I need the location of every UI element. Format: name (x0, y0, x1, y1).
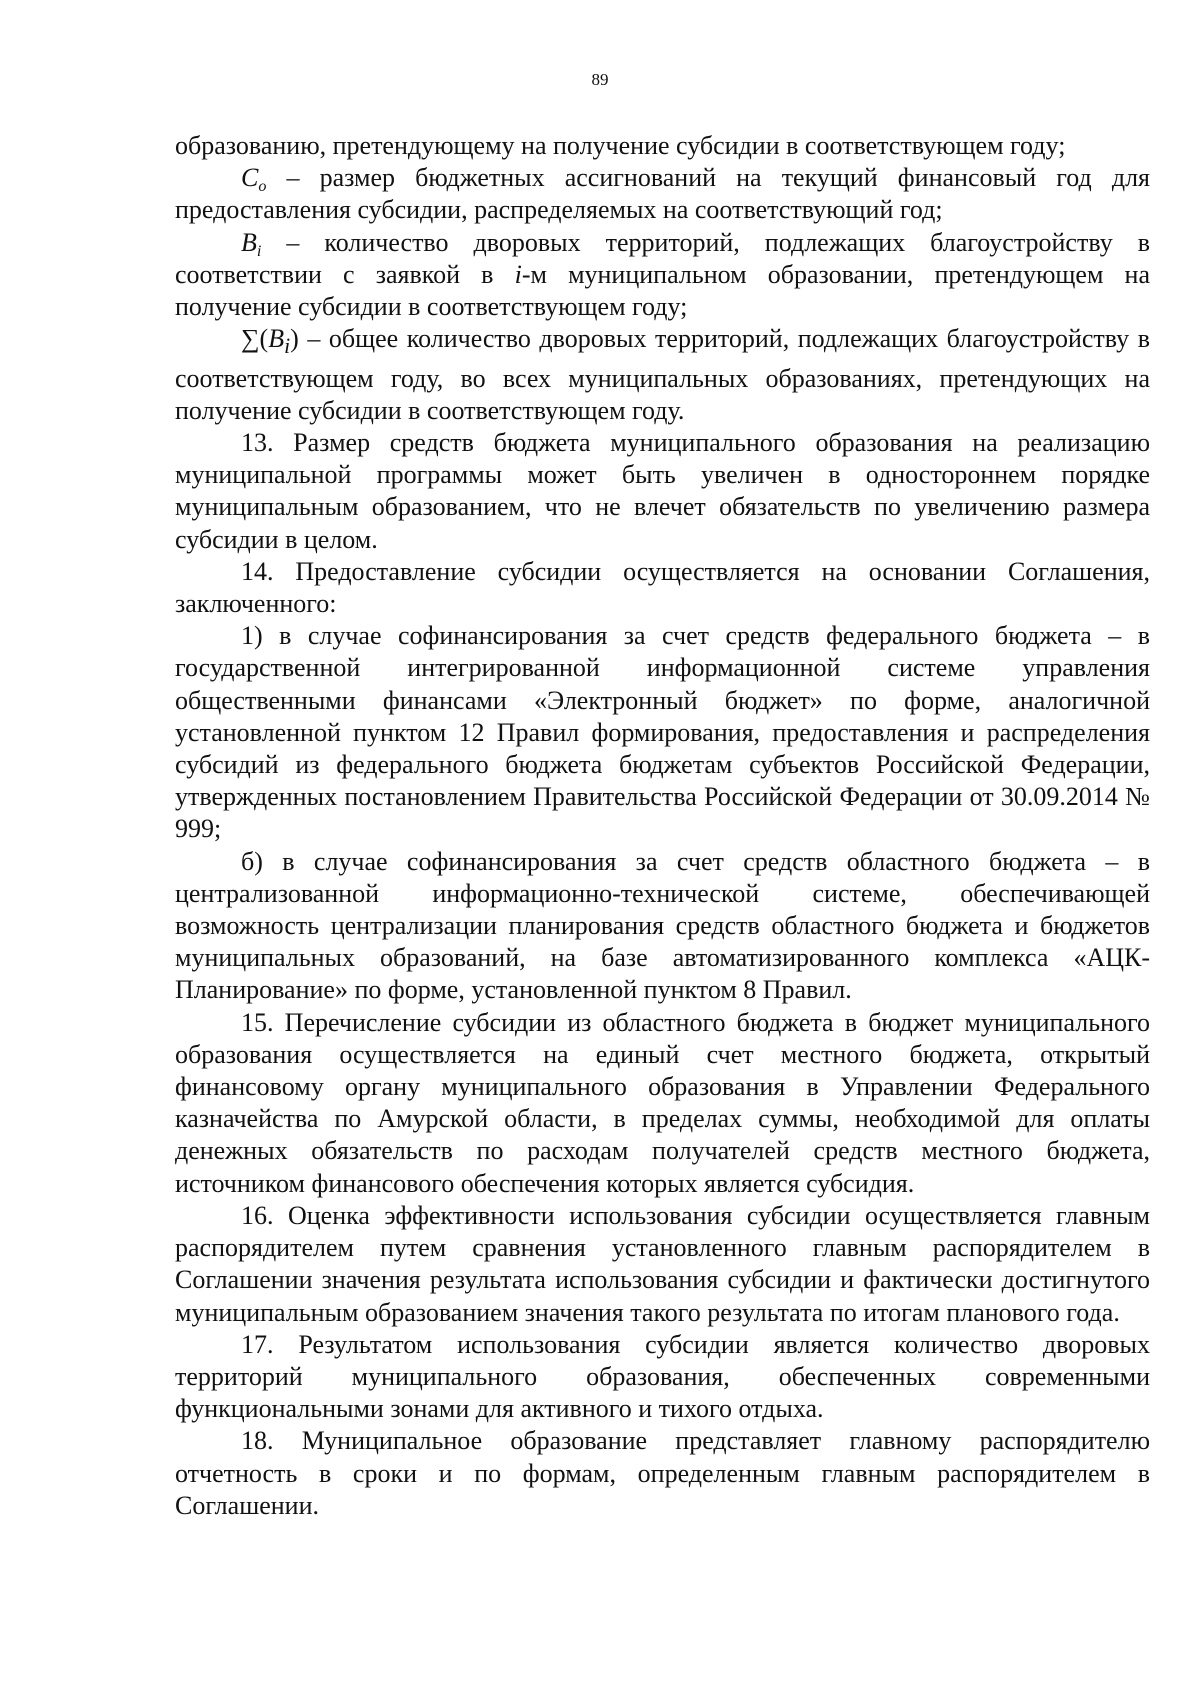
clause-17: 17. Результатом использования субсидии является количество дворовых территорий муниципального образования, обеспеченных современными функциональными зонами для активного и тихого отдыха. (175, 1329, 1150, 1424)
clause-14-item-b: б) в случае софинансирования за счет средств областного бюджета – в централизованной информационно-технической системе, обеспечивающей возможность централизации планирования средств областного бюджета и бюджетов муниципальных образований, на базе автоматизированного комплекса «АЦК-Планирование» по форме, установленной пунктом 8 Правил. (175, 846, 1150, 1005)
clause-18: 18. Муниципальное образование представляет главному распорядителю отчетность в сроки и по формам, определенным главным распорядителем в Соглашении. (175, 1426, 1150, 1520)
symbol-subscript: i (256, 242, 262, 260)
symbol-subscript: i (284, 334, 291, 359)
clause-16: 16. Оценка эффективности использования субсидии осуществляется главным распорядителем путем сравнения установленного главным распорядителем в Соглашении значения результата использования субсидии и фактически достигнутого муниципальным образованием значения такого результата по итогам планового года. (175, 1200, 1150, 1327)
sum-symbol: ∑ (241, 324, 260, 354)
definition-text: – размер бюджетных ассигнований на текущий финансовый год для предоставления субсидии, распределяемых на соответствующий год; (175, 163, 1150, 225)
definition-sum-b-i (175, 323, 1150, 427)
definition-b-i (175, 227, 1150, 324)
symbol-letter: C (241, 163, 259, 193)
clause-14: 14. Предоставление субсидии осуществляется на основании Соглашения, заключенного: (175, 556, 1150, 619)
formula-sum-b (241, 324, 299, 359)
definition-c-o (175, 162, 1150, 226)
document-body (175, 130, 1150, 1522)
symbol-letter: B (241, 227, 257, 257)
open-paren: ( (259, 324, 269, 354)
symbol-letter: B (268, 324, 285, 354)
symbol-subscript: o (258, 178, 267, 196)
definition-text-part-b: -м муниципальном образовании, претендующем на получение субсидии в соответствующем году; (175, 259, 1150, 322)
definition-text-part-a: – количество дворовых территорий, подлежащих благоустройству в соответствии с заявкой в (175, 227, 1150, 289)
page-number: 89 (591, 70, 609, 89)
formula-symbol-b (241, 227, 262, 260)
formula-symbol-c (241, 163, 267, 196)
index-symbol-i: i (514, 259, 522, 289)
definition-text: – общее количество дворовых территорий, подлежащих благоустройству в соответствующем году, во всех муниципальных образованиях, претендующих на получение субсидии в соответствующем году. (175, 324, 1150, 425)
clause-14-item-1: 1) в случае софинансирования за счет средств федерального бюджета – в государственной интегрированной информационной системе управления общественными финансами «Электронный бюджет» по форме, аналогичной установленной пунктом 12 Правил формирования, предоставления и распределения субсидий из федерального бюджета бюджетам субъектов Российской Федерации, утвержденных постановлением Правительства Российской Федерации от 30.09.2014 № 999; (175, 621, 1150, 844)
clause-13: 13. Размер средств бюджета муниципального образования на реализацию муниципальной программы может быть увеличен в одностороннем порядке муниципальным образованием, что не влечет обязательств по увеличению размера субсидии в целом. (175, 428, 1150, 554)
paragraph-continuation: образованию, претендующему на получение субсидии в соответствующем году; (175, 131, 1066, 160)
close-paren: ) (290, 324, 299, 354)
clause-15: 15. Перечисление субсидии из областного бюджета в бюджет муниципального образования осуществляется на единый счет местного бюджета, открытый финансовому органу муниципального образования в Управлении Федерального казначейства по Амурской области, в пределах суммы, необходимой для оплаты денежных обязательств по расходам получателей средств местного бюджета, источником финансового обеспечения которых является субсидия. (175, 1007, 1150, 1198)
